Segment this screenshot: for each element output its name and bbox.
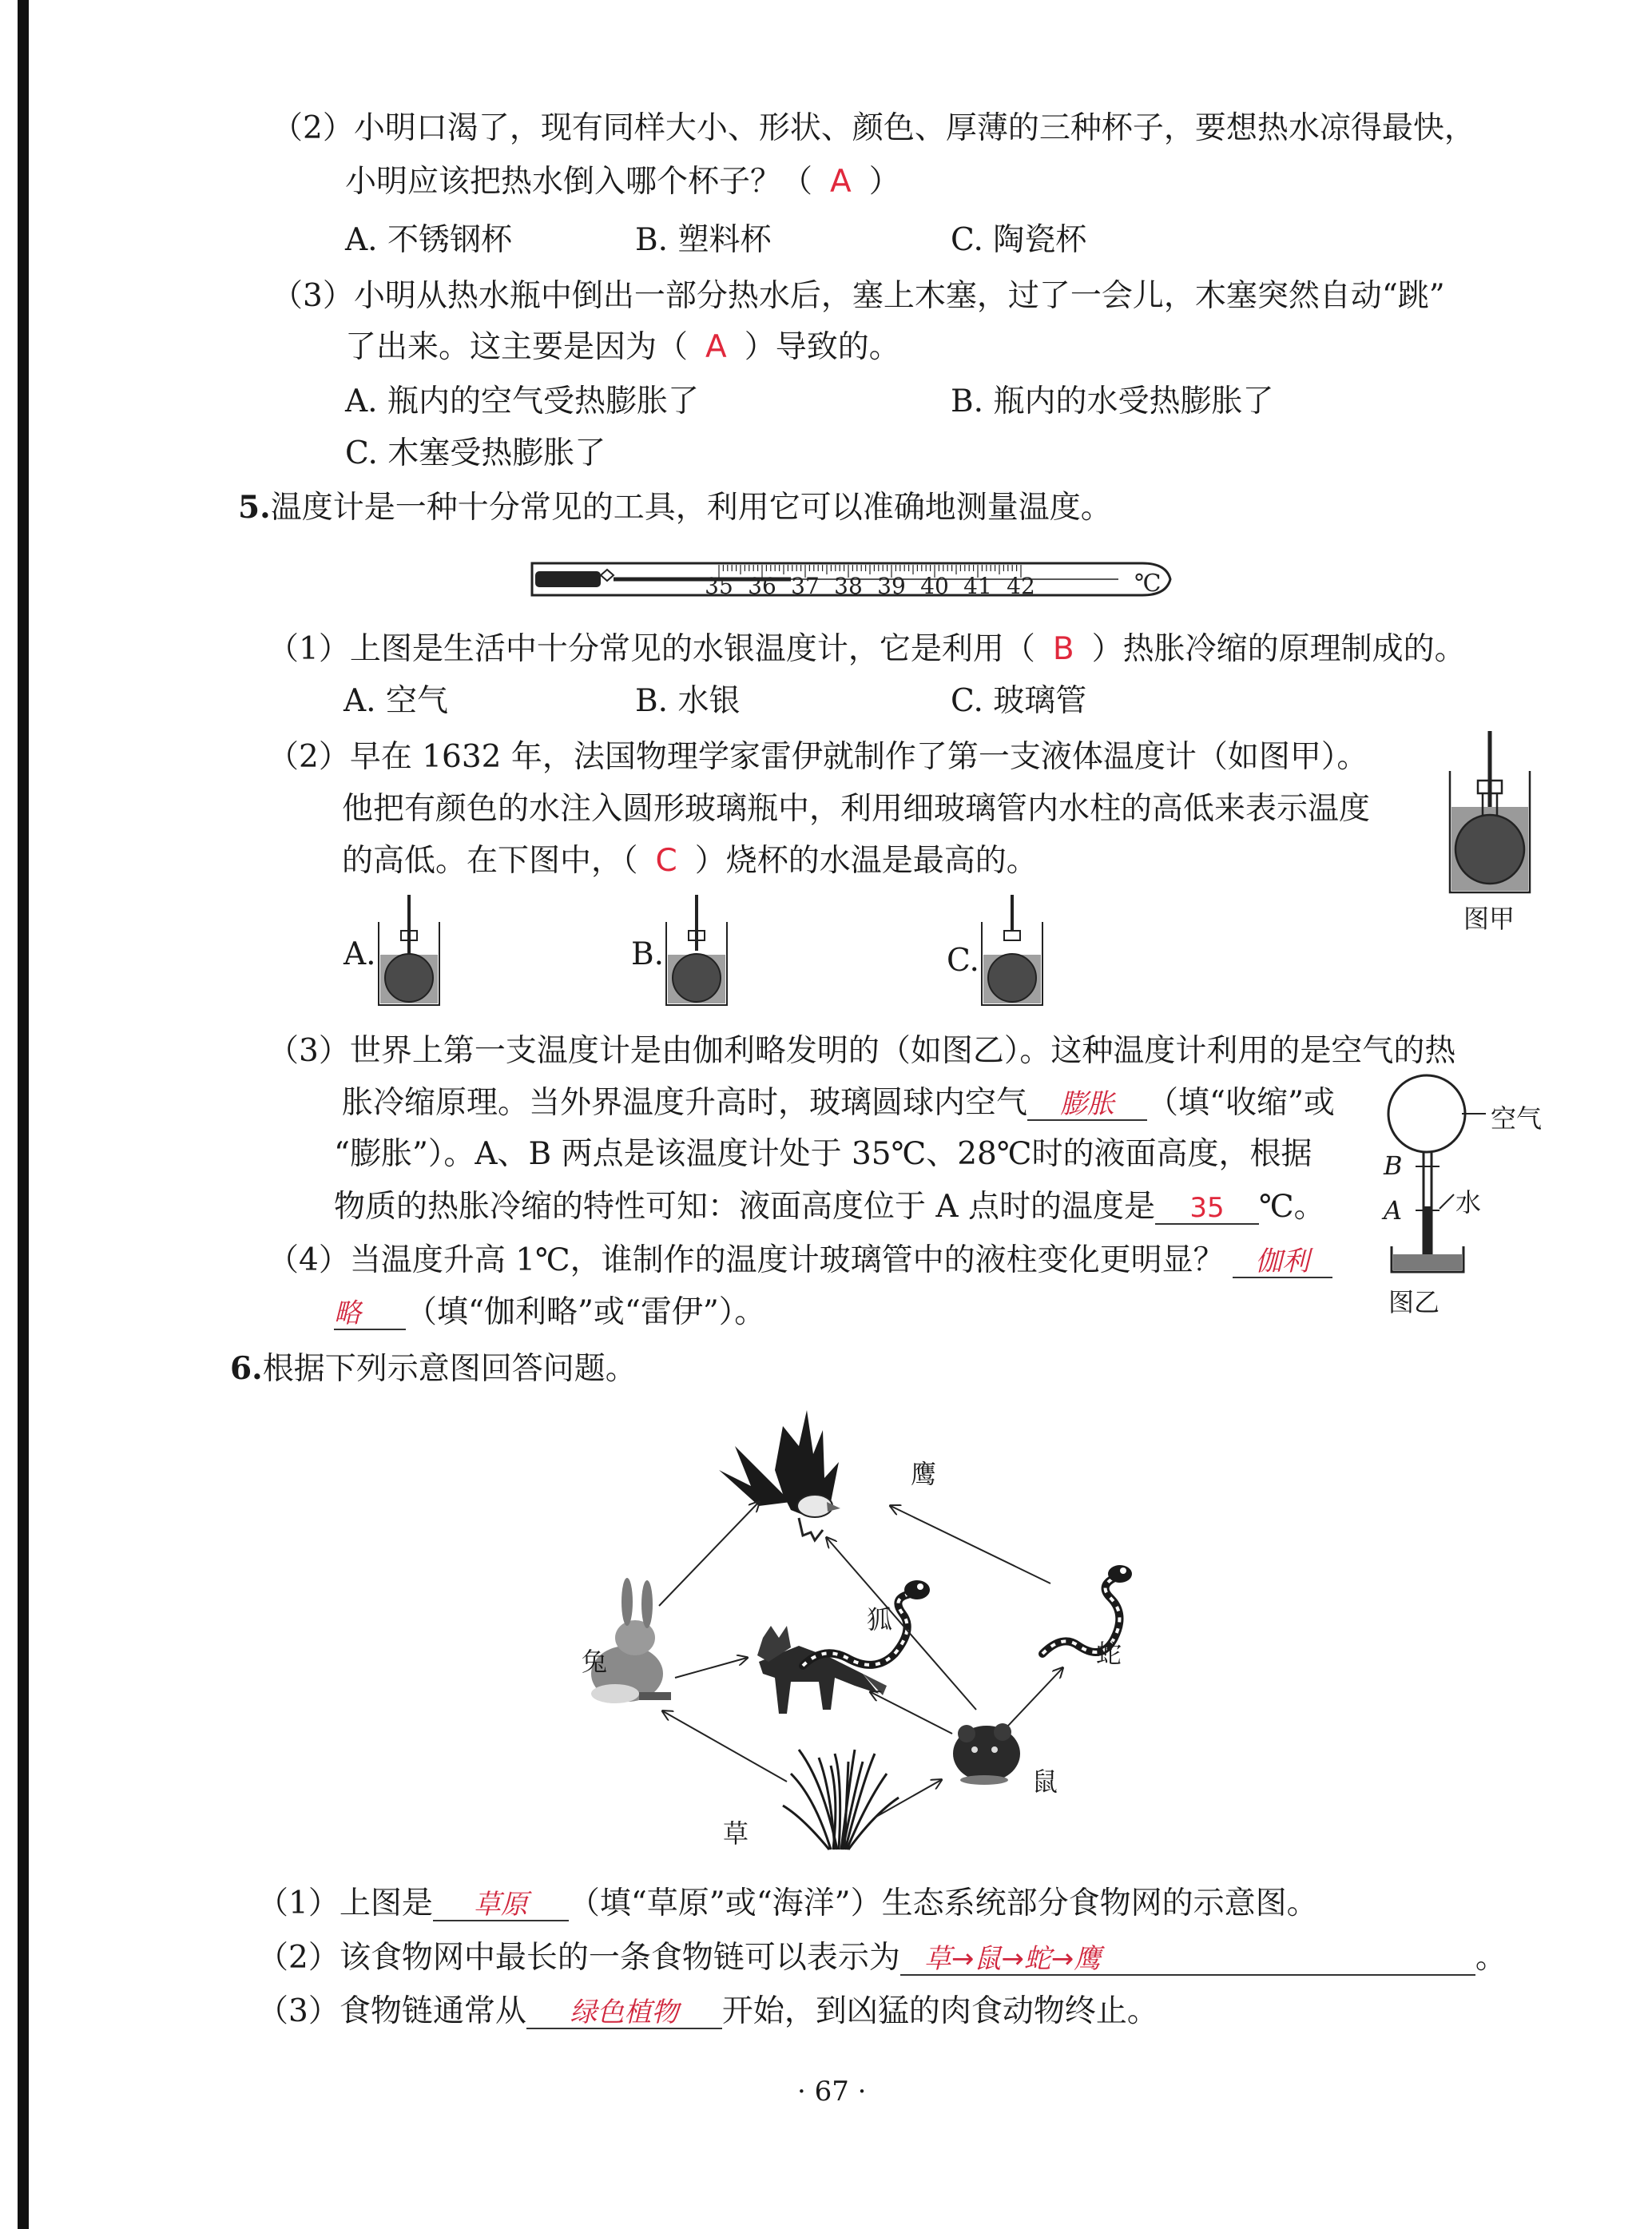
q5-1-answer[interactable]: B	[1052, 631, 1074, 667]
label-snake: 蛇	[1096, 1639, 1122, 1669]
q4-3-option-a: A. 瓶内的空气受热膨胀了	[345, 383, 699, 419]
q4-2-option-c: C. 陶瓷杯	[951, 222, 1087, 258]
thermometer-unit: ℃	[1134, 570, 1162, 598]
q4-2-answer[interactable]: A	[830, 164, 852, 200]
q4-2-line1: （2）小明口渴了，现有同样大小、形状、颜色、厚薄的三种杯子，要想热水凉得最快，	[272, 110, 1475, 146]
q5-4-answer-part2[interactable]: 略	[334, 1300, 406, 1330]
q5-2-answer[interactable]: C	[655, 843, 677, 879]
arrow-snake-to-eagle	[891, 1506, 1050, 1583]
q5-2-line1: （2）早在 1632 年，法国物理学家雷伊就制作了第一支液体温度计（如图甲）。	[268, 739, 1368, 775]
binder-edge	[18, 0, 29, 2229]
rabbit-image	[591, 1578, 671, 1703]
q5-3-line3: “膨胀”）。A、B 两点是该温度计处于 35℃、28℃时的液面高度，根据	[334, 1136, 1312, 1172]
q5-1-option-c: C. 玻璃管	[951, 683, 1087, 719]
q4-3-option-b: B. 瓶内的水受热膨胀了	[951, 383, 1274, 419]
q6-1-line: （1）上图是 草原 （填“草原”或“海洋”）生态系统部分食物网的示意图。	[257, 1885, 1318, 1921]
q5-2-choice-a-label: A.	[344, 936, 376, 972]
q4-2-line2: 小明应该把热水倒入哪个杯子？（ A ）	[345, 164, 900, 200]
q5-3-line4: 物质的热胀冷缩的特性可知：液面高度位于 A 点时的温度是 35 ℃。	[334, 1189, 1325, 1225]
arrow-mouse-to-snake	[1008, 1668, 1062, 1726]
thermometer-scale-label: 37	[791, 573, 820, 599]
thermometer-scale-label: 36	[748, 573, 776, 599]
label-mouse: 鼠	[1032, 1766, 1058, 1797]
q6-2-answer[interactable]: 草→鼠→蛇→鹰	[900, 1945, 1475, 1976]
q5-2-choice-b-beaker	[663, 895, 730, 1008]
q5-2-choice-a-beaker	[375, 895, 443, 1008]
q5-2-choice-b-label: B.	[631, 936, 665, 972]
q6-3-line: （3）食物链通常从 绿色植物 开始，到凶猛的肉食动物终止。	[257, 1993, 1158, 2029]
q5-stem: 5.温度计是一种十分常见的工具，利用它可以准确地测量温度。	[238, 489, 1112, 526]
figure-yi-air-label: 空气	[1491, 1103, 1543, 1134]
label-grass: 草	[723, 1818, 749, 1849]
figure-jia-label: 图甲	[1463, 904, 1515, 934]
q6-3-answer[interactable]: 绿色植物	[526, 1999, 722, 2029]
q5-3-answer1[interactable]: 膨胀	[1027, 1091, 1147, 1121]
arrow-mouse-to-eagle	[827, 1538, 976, 1710]
figure-jia-beaker	[1446, 731, 1534, 899]
grass-image	[783, 1750, 899, 1850]
q5-3-line2: 胀冷缩原理。当外界温度升高时，玻璃圆球内空气 膨胀 （填“收缩”或	[342, 1085, 1335, 1121]
figure-yi-point-a: A	[1384, 1195, 1403, 1226]
arrow-grass-to-rabbit	[663, 1711, 787, 1782]
figure-yi-water-label: 水	[1455, 1187, 1482, 1218]
label-fox: 狐	[867, 1604, 893, 1635]
q5-2-choice-c-label: C.	[947, 943, 979, 979]
q4-3-line2: 了出来。这主要是因为（ A ）导致的。	[345, 329, 900, 365]
q4-3-answer[interactable]: A	[705, 329, 727, 365]
q4-2-option-b: B. 塑料杯	[635, 222, 772, 258]
mercury-thermometer	[527, 547, 1182, 611]
q4-2-option-a: A. 不锈钢杯	[345, 222, 512, 258]
thermometer-scale-label: 40	[920, 573, 949, 599]
q4-3-line1: （3）小明从热水瓶中倒出一部分热水后，塞上木塞，过了一会儿，木塞突然自动“跳”	[272, 278, 1445, 314]
arrow-mouse-to-fox	[871, 1692, 952, 1734]
thermometer-scale-label: 39	[877, 573, 906, 599]
q5-1-option-b: B. 水银	[635, 683, 741, 719]
thermometer-scale-label: 41	[963, 573, 992, 599]
q5-4-answer-part1[interactable]: 伽利	[1233, 1248, 1332, 1278]
q5-3-line1: （3）世界上第一支温度计是由伽利略发明的（如图乙）。这种温度计利用的是空气的热	[268, 1033, 1456, 1069]
thermometer-scale-label: 42	[1007, 573, 1035, 599]
page-number: · 67 ·	[797, 2076, 867, 2108]
mouse-image	[953, 1723, 1020, 1785]
q5-2-line2: 他把有颜色的水注入圆形玻璃瓶中，利用细玻璃管内水柱的高低来表示温度	[342, 791, 1371, 827]
q6-1-answer[interactable]: 草原	[433, 1891, 569, 1921]
q5-3-answer2[interactable]: 35	[1155, 1194, 1259, 1225]
arrow-rabbit-to-eagle	[659, 1502, 759, 1606]
q5-2-choice-c-beaker	[979, 895, 1046, 1008]
thermometer-scale-label: 38	[834, 573, 863, 599]
q5-4-line2: 略 （填“伽利略”或“雷伊”）。	[334, 1294, 766, 1330]
q5-1-option-a: A. 空气	[344, 683, 448, 719]
thermometer-scale-label: 35	[705, 573, 733, 599]
eagle-image	[719, 1410, 840, 1540]
label-eagle: 鹰	[911, 1459, 937, 1489]
figure-yi-point-b: B	[1384, 1150, 1403, 1181]
q5-2-line3: 的高低。在下图中，（ C ）烧杯的水温是最高的。	[342, 843, 1038, 879]
arrow-grass-to-mouse	[875, 1780, 941, 1818]
figure-yi-label: 图乙	[1388, 1287, 1440, 1317]
q6-stem: 6.根据下列示意图回答问题。	[230, 1350, 637, 1387]
fox-image	[757, 1626, 887, 1714]
q5-1-line: （1）上图是生活中十分常见的水银温度计，它是利用（ B ）热胀冷缩的原理制成的。	[268, 631, 1466, 667]
q5-4-line1: （4）当温度升高 1℃，谁制作的温度计玻璃管中的液柱变化更明显？ 伽利	[268, 1242, 1332, 1280]
label-rabbit: 兔	[582, 1647, 608, 1677]
q6-2-line: （2）该食物网中最长的一条食物链可以表示为 草→鼠→蛇→鹰 。	[257, 1940, 1507, 1976]
q4-3-option-c: C. 木塞受热膨胀了	[345, 435, 606, 471]
arrow-rabbit-to-fox	[675, 1658, 747, 1678]
